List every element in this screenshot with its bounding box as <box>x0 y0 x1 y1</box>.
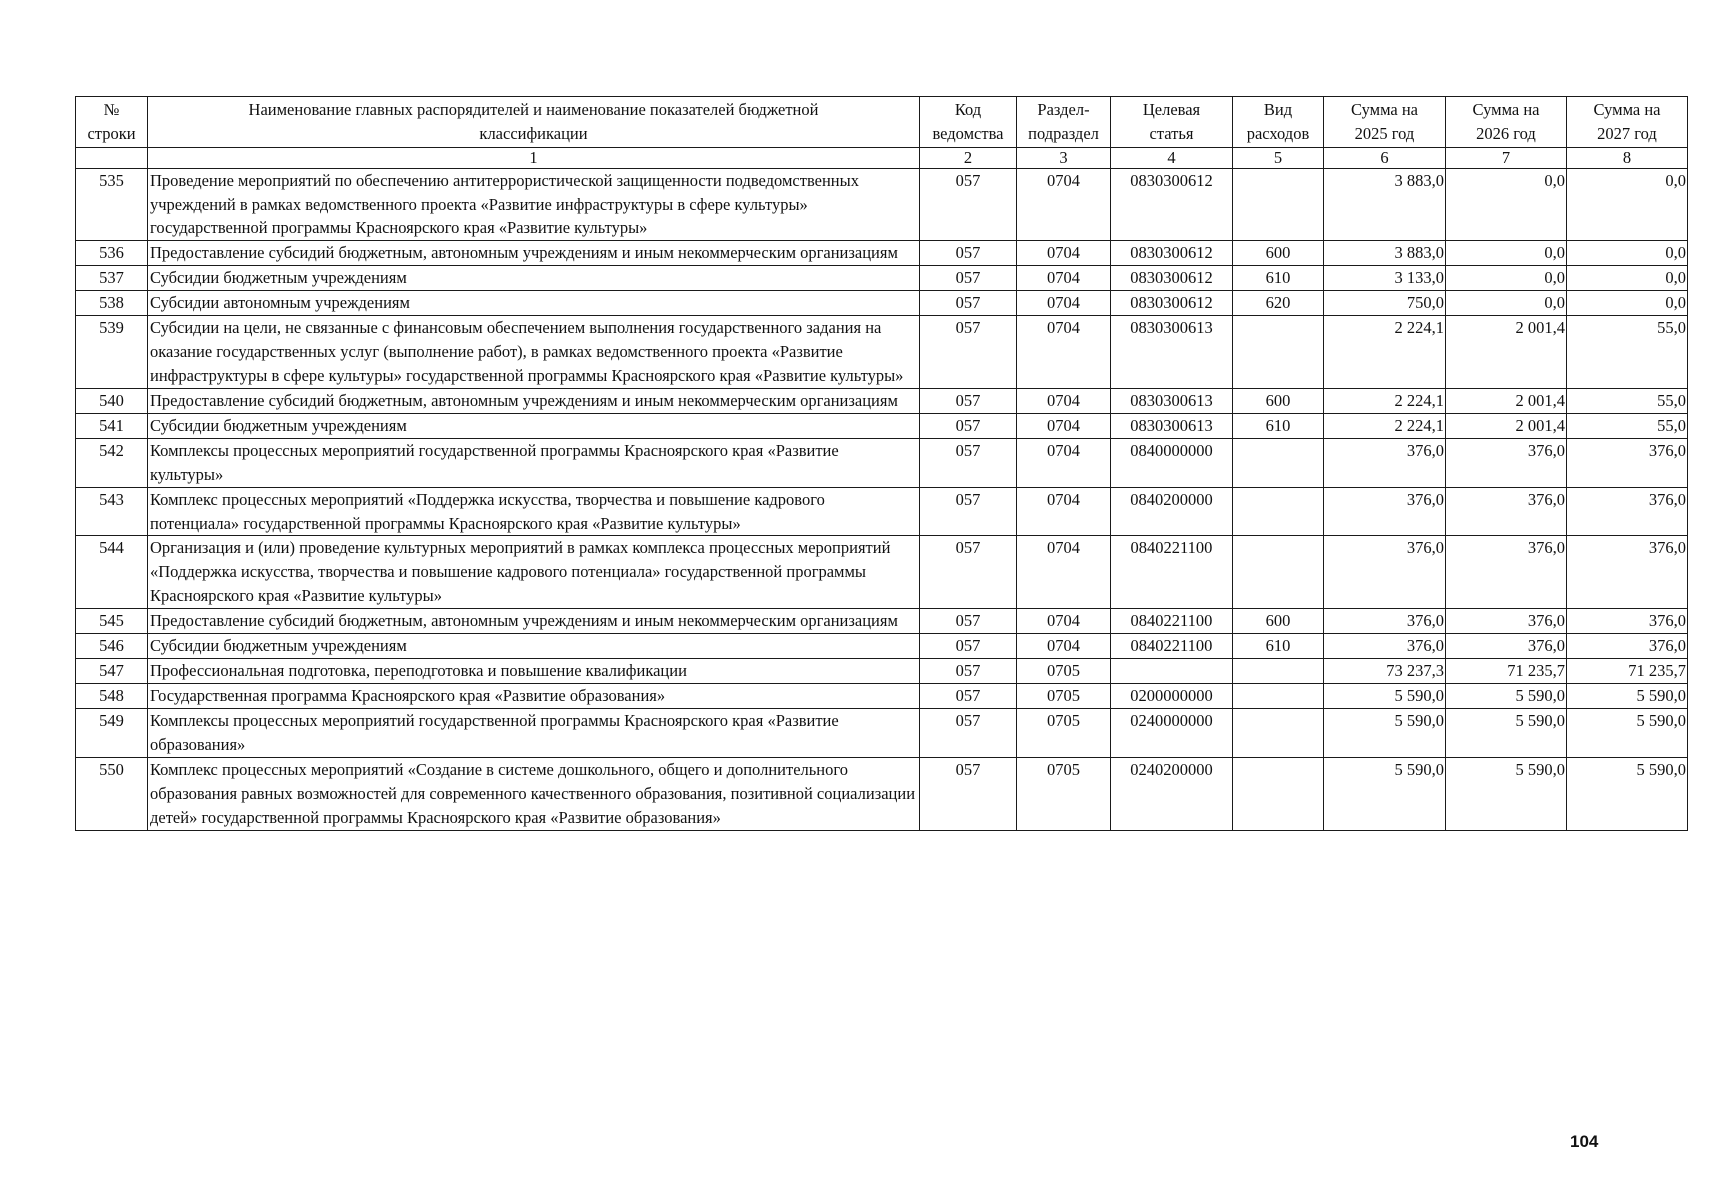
table-row <box>76 634 1688 659</box>
table-row <box>76 266 1688 291</box>
row-section: 0704 <box>1017 266 1111 291</box>
row-number: 545 <box>76 609 148 634</box>
header-name-line1: Наименование главных распорядителей и наименование показателей бюджетной <box>248 100 819 119</box>
row-number: 549 <box>76 708 148 757</box>
row-sum-2026: 5 590,0 <box>1446 708 1567 757</box>
header-article-line2: статья <box>1149 123 1194 143</box>
row-name: Предоставление субсидий бюджетным, автономным учреждениям и иным некоммерческим организациям <box>148 388 920 413</box>
row-department-code: 057 <box>920 609 1017 634</box>
row-sum-2025: 5 590,0 <box>1324 757 1446 830</box>
row-sum-2027: 376,0 <box>1567 487 1688 536</box>
row-name: Комплекс процессных мероприятий «Поддержка искусства, творчества и повышение кадрового потенциала» государственной программы Красноярского края «Развитие культуры» <box>148 487 920 536</box>
header-sum-2027-line1: Сумма на <box>1593 100 1661 119</box>
table-row <box>76 609 1688 634</box>
row-sum-2026: 376,0 <box>1446 536 1567 609</box>
row-sum-2027: 55,0 <box>1567 413 1688 438</box>
row-expense-type <box>1233 708 1324 757</box>
row-expense-type: 600 <box>1233 388 1324 413</box>
row-expense-type <box>1233 168 1324 241</box>
row-name: Субсидии бюджетным учреждениям <box>148 266 920 291</box>
table-row <box>76 168 1688 241</box>
header-sum-2026 <box>1446 97 1567 148</box>
row-number: 536 <box>76 241 148 266</box>
row-department-code: 057 <box>920 413 1017 438</box>
column-number: 6 <box>1324 147 1446 168</box>
header-sum-2025 <box>1324 97 1446 148</box>
row-name: Предоставление субсидий бюджетным, автономным учреждениям и иным некоммерческим организациям <box>148 241 920 266</box>
table-row <box>76 536 1688 609</box>
row-target-article: 0840200000 <box>1111 487 1233 536</box>
header-article-line1: Целевая <box>1142 100 1201 119</box>
row-sum-2025: 3 883,0 <box>1324 241 1446 266</box>
header-sum-2027 <box>1567 97 1688 148</box>
header-num <box>76 97 148 148</box>
row-target-article: 0830300612 <box>1111 266 1233 291</box>
column-number: 7 <box>1446 147 1567 168</box>
table-row <box>76 659 1688 684</box>
row-number: 543 <box>76 487 148 536</box>
row-sum-2025: 376,0 <box>1324 487 1446 536</box>
row-target-article: 0840221100 <box>1111 609 1233 634</box>
row-number: 542 <box>76 438 148 487</box>
row-expense-type <box>1233 684 1324 709</box>
row-target-article: 0840221100 <box>1111 634 1233 659</box>
row-department-code: 057 <box>920 241 1017 266</box>
row-department-code: 057 <box>920 684 1017 709</box>
table-row <box>76 438 1688 487</box>
row-name: Субсидии бюджетным учреждениям <box>148 634 920 659</box>
column-number: 8 <box>1567 147 1688 168</box>
row-target-article: 0830300612 <box>1111 241 1233 266</box>
table-header <box>76 97 1688 169</box>
header-row <box>76 97 1688 148</box>
row-department-code: 057 <box>920 659 1017 684</box>
row-sum-2026: 376,0 <box>1446 609 1567 634</box>
row-number: 540 <box>76 388 148 413</box>
row-department-code: 057 <box>920 438 1017 487</box>
row-expense-type <box>1233 536 1324 609</box>
row-expense-type <box>1233 757 1324 830</box>
row-expense-type: 610 <box>1233 634 1324 659</box>
row-department-code: 057 <box>920 266 1017 291</box>
row-section: 0705 <box>1017 684 1111 709</box>
row-section: 0704 <box>1017 634 1111 659</box>
row-department-code: 057 <box>920 487 1017 536</box>
header-article <box>1111 97 1233 148</box>
row-sum-2027: 55,0 <box>1567 316 1688 389</box>
row-expense-type <box>1233 659 1324 684</box>
row-section: 0704 <box>1017 316 1111 389</box>
table-row <box>76 413 1688 438</box>
row-sum-2027: 376,0 <box>1567 634 1688 659</box>
header-num-line1: № <box>103 100 120 119</box>
table-row <box>76 757 1688 830</box>
row-sum-2027: 71 235,7 <box>1567 659 1688 684</box>
header-type-line1: Вид <box>1263 100 1293 119</box>
row-sum-2027: 376,0 <box>1567 609 1688 634</box>
row-target-article: 0830300612 <box>1111 168 1233 241</box>
row-sum-2027: 5 590,0 <box>1567 708 1688 757</box>
row-name: Организация и (или) проведение культурных мероприятий в рамках комплекса процессных мероприятий «Поддержка искусства, творчества и повышение кадрового потенциала» государственной программы Красноярского края «Развитие культуры» <box>148 536 920 609</box>
row-name: Профессиональная подготовка, переподготовка и повышение квалификации <box>148 659 920 684</box>
row-department-code: 057 <box>920 708 1017 757</box>
row-sum-2025: 3 883,0 <box>1324 168 1446 241</box>
row-name: Комплексы процессных мероприятий государственной программы Красноярского края «Развитие образования» <box>148 708 920 757</box>
table-row <box>76 291 1688 316</box>
row-sum-2025: 3 133,0 <box>1324 266 1446 291</box>
row-sum-2026: 376,0 <box>1446 634 1567 659</box>
row-name: Проведение мероприятий по обеспечению антитеррористической защищенности подведомственных учреждений в рамках ведомственного проекта «Развитие инфраструктуры в сфере культуры» государственной программы Красноярского края «Развитие культуры» <box>148 168 920 241</box>
row-sum-2026: 5 590,0 <box>1446 757 1567 830</box>
table-row <box>76 487 1688 536</box>
row-name: Субсидии автономным учреждениям <box>148 291 920 316</box>
row-number: 548 <box>76 684 148 709</box>
table-body <box>76 168 1688 830</box>
row-number: 541 <box>76 413 148 438</box>
row-target-article <box>1111 659 1233 684</box>
row-sum-2027: 0,0 <box>1567 291 1688 316</box>
row-expense-type: 610 <box>1233 266 1324 291</box>
row-sum-2027: 0,0 <box>1567 241 1688 266</box>
row-section: 0704 <box>1017 438 1111 487</box>
header-section-line2: подраздел <box>1028 123 1099 143</box>
row-name: Субсидии бюджетным учреждениям <box>148 413 920 438</box>
row-department-code: 057 <box>920 316 1017 389</box>
header-section-line1: Раздел- <box>1037 100 1090 119</box>
row-sum-2027: 376,0 <box>1567 536 1688 609</box>
row-section: 0704 <box>1017 388 1111 413</box>
row-sum-2026: 0,0 <box>1446 266 1567 291</box>
row-number: 547 <box>76 659 148 684</box>
row-name: Комплексы процессных мероприятий государственной программы Красноярского края «Развитие культуры» <box>148 438 920 487</box>
row-sum-2026: 376,0 <box>1446 438 1567 487</box>
row-sum-2027: 5 590,0 <box>1567 757 1688 830</box>
header-sum-2025-line2: 2025 год <box>1354 123 1415 143</box>
row-sum-2025: 5 590,0 <box>1324 708 1446 757</box>
row-sum-2025: 376,0 <box>1324 438 1446 487</box>
row-sum-2025: 2 224,1 <box>1324 316 1446 389</box>
row-target-article: 0830300613 <box>1111 413 1233 438</box>
column-number: 3 <box>1017 147 1111 168</box>
row-sum-2026: 0,0 <box>1446 291 1567 316</box>
row-department-code: 057 <box>920 757 1017 830</box>
row-sum-2025: 2 224,1 <box>1324 388 1446 413</box>
row-target-article: 0830300612 <box>1111 291 1233 316</box>
row-section: 0704 <box>1017 241 1111 266</box>
column-number: 2 <box>920 147 1017 168</box>
header-code <box>920 97 1017 148</box>
row-number: 546 <box>76 634 148 659</box>
row-sum-2027: 5 590,0 <box>1567 684 1688 709</box>
row-sum-2025: 5 590,0 <box>1324 684 1446 709</box>
column-number: 5 <box>1233 147 1324 168</box>
row-sum-2027: 55,0 <box>1567 388 1688 413</box>
row-sum-2026: 0,0 <box>1446 168 1567 241</box>
row-sum-2026: 2 001,4 <box>1446 413 1567 438</box>
header-type-line2: расходов <box>1246 123 1310 143</box>
row-target-article: 0200000000 <box>1111 684 1233 709</box>
row-sum-2026: 5 590,0 <box>1446 684 1567 709</box>
row-target-article: 0830300613 <box>1111 388 1233 413</box>
row-sum-2026: 71 235,7 <box>1446 659 1567 684</box>
row-department-code: 057 <box>920 388 1017 413</box>
row-name: Комплекс процессных мероприятий «Создание в системе дошкольного, общего и дополнительного образования равных возможностей для современного качественного образования, позитивной социализации детей» государственной программы Красноярского края «Развитие образования» <box>148 757 920 830</box>
row-section: 0704 <box>1017 609 1111 634</box>
row-target-article: 0840000000 <box>1111 438 1233 487</box>
row-department-code: 057 <box>920 536 1017 609</box>
row-section: 0704 <box>1017 487 1111 536</box>
row-sum-2026: 376,0 <box>1446 487 1567 536</box>
row-sum-2026: 2 001,4 <box>1446 388 1567 413</box>
table-row <box>76 241 1688 266</box>
column-number: 4 <box>1111 147 1233 168</box>
row-sum-2025: 2 224,1 <box>1324 413 1446 438</box>
page-number: 104 <box>1570 1132 1599 1151</box>
row-sum-2025: 376,0 <box>1324 609 1446 634</box>
row-expense-type: 600 <box>1233 609 1324 634</box>
row-sum-2025: 73 237,3 <box>1324 659 1446 684</box>
header-name <box>148 97 920 148</box>
row-expense-type: 600 <box>1233 241 1324 266</box>
row-number: 538 <box>76 291 148 316</box>
row-sum-2025: 376,0 <box>1324 536 1446 609</box>
header-name-line2: классификации <box>479 123 588 143</box>
row-section: 0704 <box>1017 413 1111 438</box>
row-department-code: 057 <box>920 168 1017 241</box>
table-row <box>76 316 1688 389</box>
header-type <box>1233 97 1324 148</box>
row-target-article: 0240200000 <box>1111 757 1233 830</box>
header-num-line2: строки <box>87 123 136 143</box>
row-sum-2027: 376,0 <box>1567 438 1688 487</box>
row-expense-type: 620 <box>1233 291 1324 316</box>
row-sum-2026: 0,0 <box>1446 241 1567 266</box>
budget-table <box>75 96 1688 831</box>
row-number: 550 <box>76 757 148 830</box>
row-target-article: 0830300613 <box>1111 316 1233 389</box>
row-number: 544 <box>76 536 148 609</box>
row-expense-type <box>1233 487 1324 536</box>
column-number: 1 <box>148 147 920 168</box>
table-row <box>76 708 1688 757</box>
row-name: Предоставление субсидий бюджетным, автономным учреждениям и иным некоммерческим организациям <box>148 609 920 634</box>
row-section: 0704 <box>1017 291 1111 316</box>
table-row <box>76 684 1688 709</box>
row-number: 535 <box>76 168 148 241</box>
row-section: 0705 <box>1017 659 1111 684</box>
row-sum-2025: 750,0 <box>1324 291 1446 316</box>
header-sum-2026-line2: 2026 год <box>1476 123 1536 143</box>
row-department-code: 057 <box>920 291 1017 316</box>
header-code-line2: ведомства <box>932 123 1004 143</box>
row-section: 0704 <box>1017 168 1111 241</box>
table-row <box>76 388 1688 413</box>
header-sum-2025-line1: Сумма на <box>1351 100 1418 119</box>
row-section: 0704 <box>1017 536 1111 609</box>
row-name: Государственная программа Красноярского края «Развитие образования» <box>148 684 920 709</box>
row-target-article: 0240000000 <box>1111 708 1233 757</box>
header-sum-2026-line1: Сумма на <box>1472 100 1540 119</box>
column-numbering-row <box>76 147 1688 168</box>
header-sum-2027-line2: 2027 год <box>1597 123 1657 143</box>
row-department-code: 057 <box>920 634 1017 659</box>
column-number-empty <box>76 147 148 168</box>
row-expense-type: 610 <box>1233 413 1324 438</box>
row-sum-2025: 376,0 <box>1324 634 1446 659</box>
row-number: 539 <box>76 316 148 389</box>
row-section: 0705 <box>1017 757 1111 830</box>
row-sum-2027: 0,0 <box>1567 168 1688 241</box>
row-expense-type <box>1233 438 1324 487</box>
row-name: Субсидии на цели, не связанные с финансовым обеспечением выполнения государственного задания на оказание государственных услуг (выполнение работ), в рамках ведомственного проекта «Развитие инфраструктуры в сфере культуры» государственной программы Красноярского края «Развитие культуры» <box>148 316 920 389</box>
row-target-article: 0840221100 <box>1111 536 1233 609</box>
header-code-line1: Код <box>954 100 982 119</box>
row-sum-2026: 2 001,4 <box>1446 316 1567 389</box>
row-sum-2027: 0,0 <box>1567 266 1688 291</box>
row-number: 537 <box>76 266 148 291</box>
row-section: 0705 <box>1017 708 1111 757</box>
header-section <box>1017 97 1111 148</box>
row-expense-type <box>1233 316 1324 389</box>
